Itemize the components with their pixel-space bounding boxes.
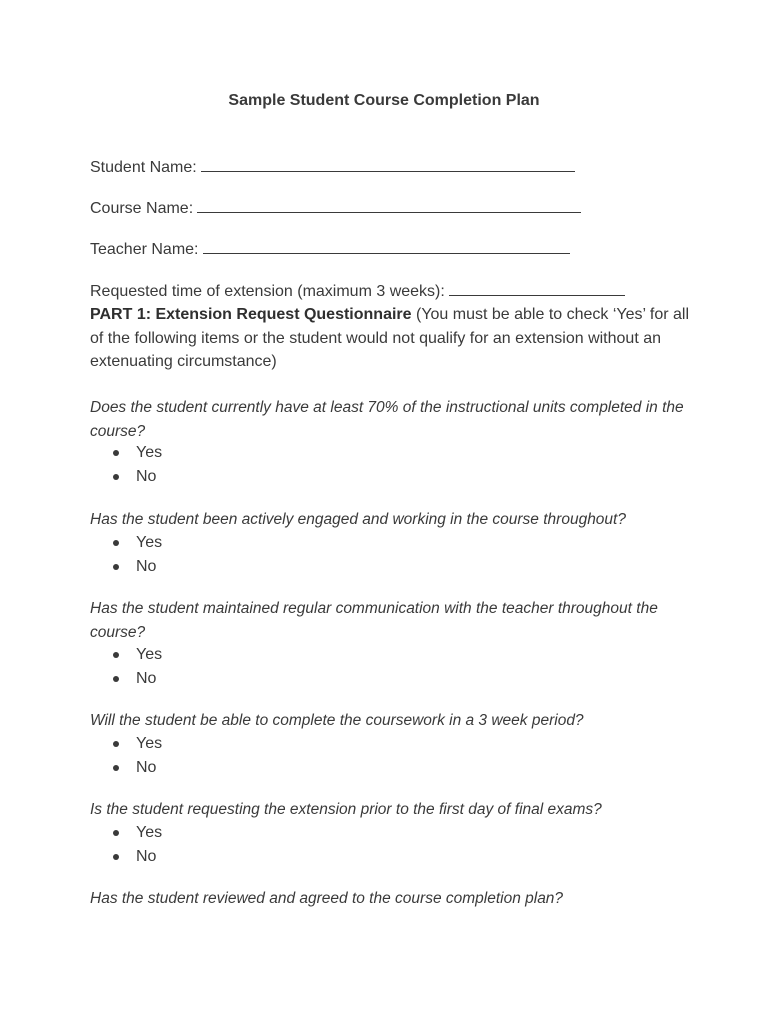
- question-3-options: [110, 643, 162, 690]
- course-name-field: [90, 198, 581, 220]
- bullet-icon: [113, 652, 119, 658]
- question-3: Has the student maintained regular communication with the teacher throughout the course?: [90, 600, 658, 641]
- question-5: Is the student requesting the extension prior to the first day of final exams?: [90, 801, 602, 818]
- bullet-icon: [113, 676, 119, 682]
- option-yes[interactable]: [110, 441, 162, 465]
- option-label: Yes: [136, 646, 163, 663]
- option-no[interactable]: [110, 465, 162, 489]
- option-no[interactable]: [110, 555, 162, 579]
- option-label: Yes: [136, 824, 163, 841]
- bullet-icon: [113, 564, 119, 570]
- option-label: Yes: [136, 444, 163, 461]
- student-name-field: [90, 157, 575, 179]
- question-6: Has the student reviewed and agreed to the course completion plan?: [90, 890, 564, 907]
- bullet-icon: [113, 540, 119, 546]
- bullet-icon: [113, 450, 119, 456]
- question-2-options: [110, 531, 162, 578]
- course-name-blank[interactable]: [197, 198, 581, 213]
- part1-instructions: (You must be able to check ‘Yes’ for all of the following items or the student would not qualify for an extension without an extenuating circumstance): [90, 306, 690, 370]
- option-no[interactable]: [110, 756, 162, 780]
- extension-time-field: [90, 281, 625, 303]
- student-name-label: Student Name:: [90, 159, 197, 176]
- student-name-blank[interactable]: [201, 157, 575, 172]
- option-no[interactable]: [110, 845, 162, 869]
- bullet-icon: [113, 765, 119, 771]
- question-4-options: [110, 732, 162, 779]
- option-no[interactable]: [110, 667, 162, 691]
- teacher-name-field: [90, 239, 570, 261]
- option-yes[interactable]: [110, 732, 162, 756]
- option-label: Yes: [136, 735, 163, 752]
- option-label: No: [136, 847, 157, 865]
- question-4: Will the student be able to complete the coursework in a 3 week period?: [90, 712, 584, 729]
- option-yes[interactable]: [110, 531, 162, 555]
- option-label: Yes: [136, 534, 163, 551]
- question-2: Has the student been actively engaged and working in the course throughout?: [90, 511, 626, 528]
- teacher-name-blank[interactable]: [203, 239, 570, 254]
- extension-time-label: Requested time of extension (maximum 3 weeks):: [90, 283, 445, 300]
- part1-heading: PART 1: Extension Request Questionnaire: [90, 306, 412, 323]
- question-1: Does the student currently have at least 70% of the instructional units completed in the course?: [90, 399, 684, 440]
- bullet-icon: [113, 830, 119, 836]
- part1-intro: [90, 303, 690, 374]
- option-label: No: [136, 669, 157, 687]
- option-label: No: [136, 467, 157, 485]
- course-name-label: Course Name:: [90, 200, 194, 217]
- extension-time-blank[interactable]: [449, 281, 625, 296]
- question-5-options: [110, 821, 162, 868]
- teacher-name-label: Teacher Name:: [90, 241, 199, 258]
- option-yes[interactable]: [110, 643, 162, 667]
- bullet-icon: [113, 741, 119, 747]
- page-title: Sample Student Course Completion Plan: [228, 92, 540, 109]
- option-label: No: [136, 557, 157, 575]
- option-yes[interactable]: [110, 821, 162, 845]
- option-label: No: [136, 758, 157, 776]
- bullet-icon: [113, 474, 119, 480]
- question-1-options: [110, 441, 162, 488]
- bullet-icon: [113, 854, 119, 860]
